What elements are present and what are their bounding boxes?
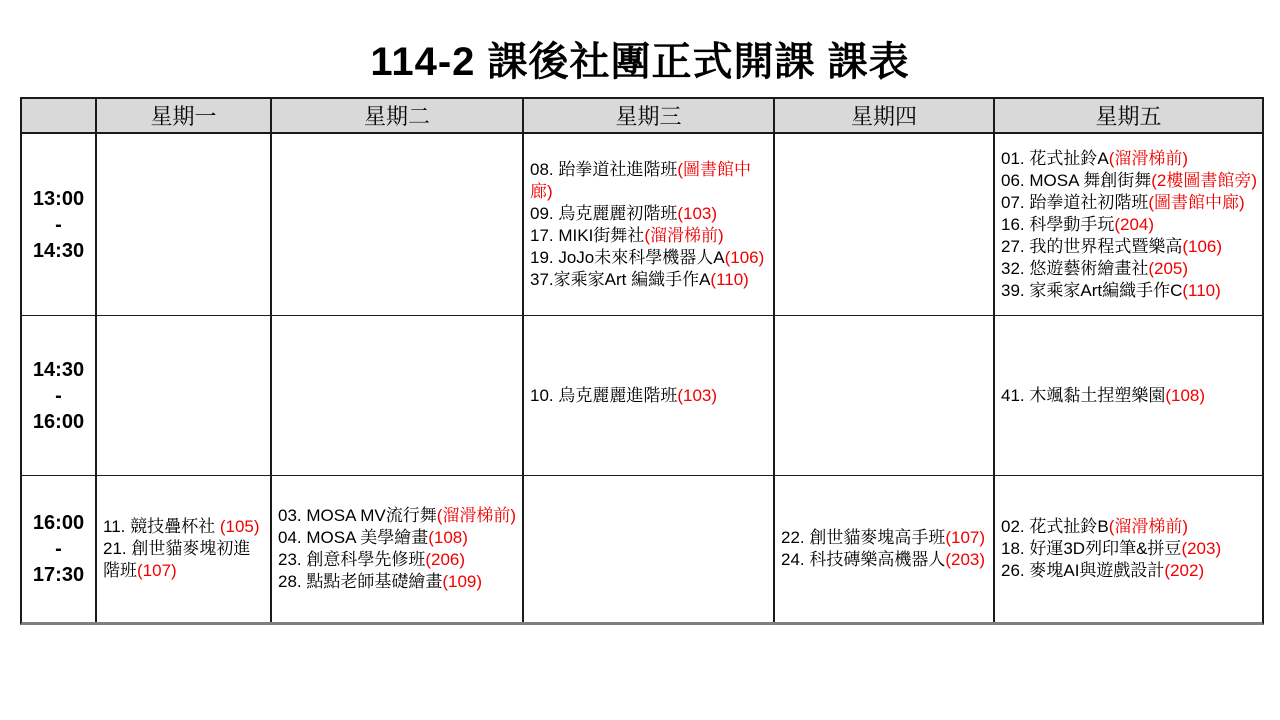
course-name: 32. 悠遊藝術繪畫社 — [1001, 258, 1149, 278]
course-location: (108) — [428, 528, 468, 547]
course-entry — [1001, 538, 1221, 560]
course-location: (108) — [1165, 385, 1206, 405]
cell-wednesday-slot3 — [524, 476, 775, 622]
course-name: 26. 麥塊AI與遊戲設計 — [1001, 561, 1165, 580]
course-name: 39. 家乘家Art編織手作C — [1001, 280, 1183, 300]
cell-monday-slot2 — [97, 316, 272, 476]
cell-tuesday-slot1 — [272, 134, 524, 316]
course-entry — [278, 549, 465, 571]
cell-wednesday-slot1 — [524, 134, 775, 316]
course-entry — [103, 538, 266, 582]
course-location: (圖書館中廊) — [530, 159, 752, 201]
time-end: 14:30 — [32, 239, 85, 262]
cell-friday-slot1 — [995, 134, 1262, 316]
course-entry — [1001, 214, 1154, 236]
course-location: (溜滑梯前) — [436, 506, 517, 525]
course-location: (107) — [137, 561, 177, 580]
cell-tuesday-slot3 — [272, 476, 524, 622]
course-location: (110) — [1182, 280, 1221, 300]
cell-friday-slot3 — [995, 476, 1262, 622]
course-name: 24. 科技磚樂高機器人 — [781, 550, 946, 569]
course-name: 19. JoJo未來科學機器人A — [530, 247, 725, 267]
cell-tuesday-slot2 — [272, 316, 524, 476]
course-name: 02. 花式扯鈴B — [1001, 517, 1109, 536]
course-location: (圖書館中廊) — [1148, 192, 1245, 212]
time-separator: - — [55, 538, 62, 560]
course-entry — [278, 527, 468, 549]
course-name: 16. 科學動手玩 — [1001, 214, 1115, 234]
page-title: 114-2 課後社團正式開課 課表 — [370, 40, 910, 84]
course-location: (205) — [1148, 258, 1189, 278]
course-location: (溜滑梯前) — [1108, 148, 1189, 168]
course-entry — [781, 527, 985, 549]
course-entry — [1001, 258, 1188, 280]
course-location: (202) — [1164, 561, 1205, 580]
day-header-wednesday: 星期三 — [524, 99, 775, 134]
course-name: 11. 競技疊杯社 — [103, 517, 220, 536]
cell-friday-slot2 — [995, 316, 1262, 476]
cell-thursday-slot1 — [775, 134, 995, 316]
course-entry — [1001, 236, 1222, 258]
course-entry — [530, 203, 717, 225]
course-entry — [781, 549, 985, 571]
course-location: (106) — [1182, 236, 1223, 256]
course-entry — [530, 269, 749, 291]
course-location: (105) — [219, 517, 260, 536]
time-start: 14:30 — [32, 358, 85, 381]
cell-thursday-slot3 — [775, 476, 995, 622]
course-entry — [1001, 385, 1205, 407]
time-end: 17:30 — [32, 564, 85, 586]
course-entry — [530, 247, 764, 269]
course-entry — [530, 225, 724, 247]
course-location: (103) — [677, 203, 718, 223]
course-location: (溜滑梯前) — [644, 225, 724, 245]
course-entry — [1001, 516, 1188, 538]
course-name: 08. 跆拳道社進階班 — [530, 159, 678, 179]
time-start: 16:00 — [32, 512, 85, 534]
time-slot-1600-1730 — [22, 476, 97, 622]
course-entry — [530, 159, 769, 203]
course-location: (204) — [1114, 214, 1155, 234]
day-header-thursday: 星期四 — [775, 99, 995, 134]
day-header-monday: 星期一 — [97, 99, 272, 134]
course-location: (103) — [677, 385, 718, 405]
course-name: 37.家乘家Art 編織手作A — [530, 269, 711, 289]
course-location: (203) — [1181, 539, 1222, 558]
course-entry — [530, 385, 717, 407]
cell-wednesday-slot2 — [524, 316, 775, 476]
course-location: (206) — [425, 550, 466, 569]
course-location: (2樓圖書館旁) — [1151, 170, 1257, 190]
course-name: 09. 烏克麗麗初階班 — [530, 203, 678, 223]
course-entry — [278, 505, 516, 527]
course-name: 23. 創意科學先修班 — [278, 550, 426, 569]
course-entry — [1001, 280, 1221, 302]
course-name: 03. MOSA MV流行舞 — [278, 506, 437, 525]
course-location: (110) — [710, 269, 749, 289]
course-name: 17. MIKI街舞社 — [530, 225, 645, 245]
course-name: 41. 木颯黏土捏塑樂園 — [1001, 385, 1166, 405]
course-entry — [1001, 170, 1257, 192]
course-entry — [103, 516, 260, 538]
course-name: 18. 好運3D列印筆&拼豆 — [1001, 539, 1182, 558]
course-location: (109) — [442, 572, 483, 591]
course-name: 04. MOSA 美學繪畫 — [278, 528, 429, 547]
time-end: 16:00 — [32, 410, 85, 433]
course-location: (107) — [945, 528, 986, 547]
cell-monday-slot3 — [97, 476, 272, 622]
time-start: 13:00 — [32, 187, 85, 210]
day-header-friday: 星期五 — [995, 99, 1262, 134]
time-slot-1300-1430 — [22, 134, 97, 316]
course-name: 01. 花式扯鈴A — [1001, 148, 1109, 168]
course-name: 10. 烏克麗麗進階班 — [530, 385, 678, 405]
cell-thursday-slot2 — [775, 316, 995, 476]
cell-monday-slot1 — [97, 134, 272, 316]
course-entry — [1001, 148, 1188, 170]
corner-header-cell — [22, 99, 97, 134]
course-location: (203) — [945, 550, 986, 569]
course-name: 07. 跆拳道社初階班 — [1001, 192, 1149, 212]
course-name: 06. MOSA 舞創街舞 — [1001, 170, 1152, 190]
course-entry — [1001, 192, 1245, 214]
course-name: 21. 創世貓麥塊初進階班 — [103, 539, 251, 580]
course-location: (106) — [724, 247, 765, 267]
course-name: 27. 我的世界程式暨樂高 — [1001, 236, 1183, 256]
day-header-tuesday: 星期二 — [272, 99, 524, 134]
time-separator: - — [55, 384, 62, 407]
time-slot-1430-1600 — [22, 316, 97, 476]
course-entry — [278, 571, 482, 593]
course-name: 28. 點點老師基礎繪畫 — [278, 572, 443, 591]
course-location: (溜滑梯前) — [1108, 517, 1189, 536]
course-name: 22. 創世貓麥塊高手班 — [781, 528, 946, 547]
course-entry — [1001, 560, 1204, 582]
time-separator: - — [55, 213, 62, 236]
timetable — [20, 97, 1264, 625]
